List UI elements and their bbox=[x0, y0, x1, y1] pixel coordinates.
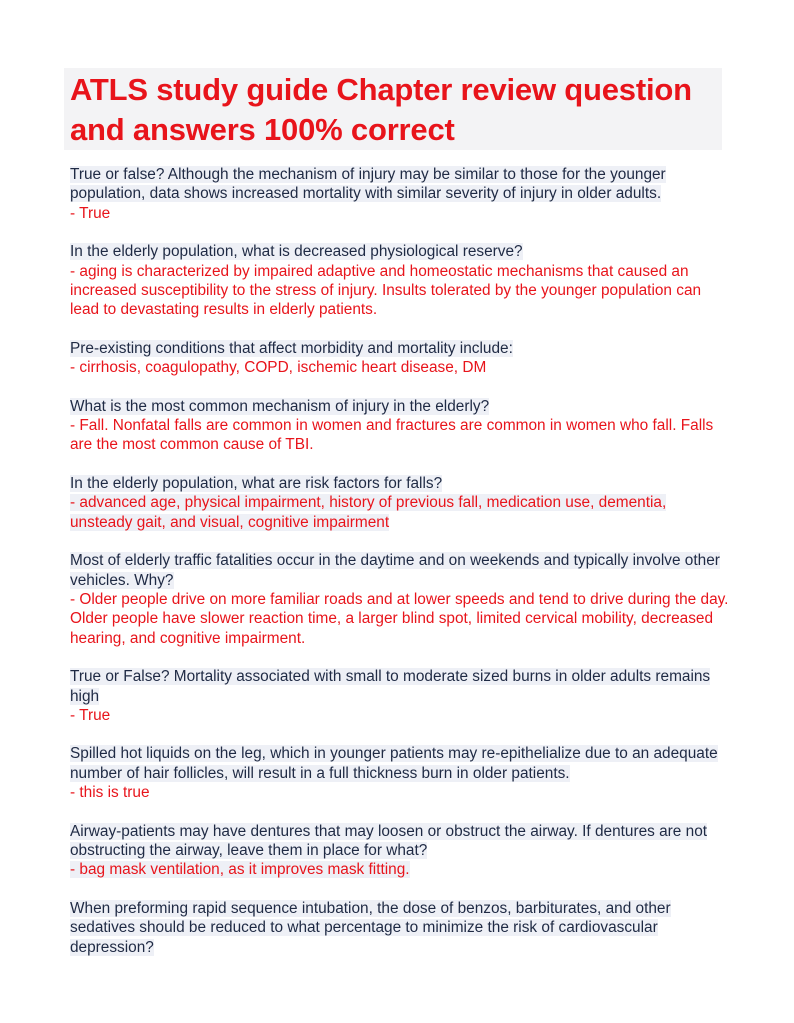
question-text bbox=[70, 899, 730, 957]
question-highlight: True or false? Although the mechanism of injury may be similar to those for the younger population, data shows increased mortality with similar severity of injury in older adults. bbox=[70, 166, 666, 203]
qa-item bbox=[70, 744, 730, 802]
answer-highlight: - bag mask ventilation, as it improves mask fitting. bbox=[70, 861, 410, 879]
answer-text: - True bbox=[70, 706, 111, 724]
answer-text: - True bbox=[70, 204, 111, 222]
answer-text bbox=[70, 860, 730, 879]
answer-text: - cirrhosis, coagulopathy, COPD, ischemic heart disease, DM bbox=[70, 359, 487, 377]
qa-list bbox=[70, 165, 730, 976]
answer-text: - this is true bbox=[70, 784, 150, 802]
question-text bbox=[70, 474, 730, 493]
answer-text bbox=[70, 493, 730, 532]
qa-item bbox=[70, 667, 730, 725]
question-highlight: In the elderly population, what is decreased physiological reserve? bbox=[70, 243, 523, 261]
title-block bbox=[64, 68, 722, 150]
qa-item bbox=[70, 899, 730, 957]
question-highlight: True or False? Mortality associated with small to moderate sized burns in older adults remains high bbox=[70, 668, 711, 705]
question-text bbox=[70, 667, 730, 706]
question-text bbox=[70, 242, 730, 261]
answer-highlight: - advanced age, physical impairment, history of previous fall, medication use, dementia, unsteady gait, and visual, cognitive impairment bbox=[70, 494, 667, 531]
question-text bbox=[70, 822, 730, 861]
qa-item bbox=[70, 397, 730, 455]
page-title: ATLS study guide Chapter review question and answers 100% correct bbox=[70, 72, 692, 147]
question-highlight: Airway-patients may have dentures that may loosen or obstruct the airway. If dentures are not obstructing the airway, leave them in place for what? bbox=[70, 822, 708, 859]
qa-item bbox=[70, 242, 730, 320]
question-highlight: Spilled hot liquids on the leg, which in younger patients may re-epithelialize due to an adequate number of hair follicles, will result in a full thickness burn in older patients. bbox=[70, 745, 718, 782]
qa-item bbox=[70, 474, 730, 532]
question-highlight: What is the most common mechanism of injury in the elderly? bbox=[70, 397, 490, 415]
question-text bbox=[70, 551, 730, 590]
answer-text: - aging is characterized by impaired adaptive and homeostatic mechanisms that caused an increased susceptibility to the stress of injury. Insults tolerated by the younger population can lead to devastating results in elderly patients. bbox=[70, 262, 702, 319]
question-text bbox=[70, 339, 730, 358]
qa-item bbox=[70, 165, 730, 223]
question-text bbox=[70, 744, 730, 783]
question-highlight: When preforming rapid sequence intubation, the dose of benzos, barbiturates, and other sedatives should be reduced to what percentage to minimize the risk of cardiovascular depression? bbox=[70, 899, 671, 956]
answer-text: - Fall. Nonfatal falls are common in women and fractures are common in women who fall. Falls are the most common cause of TBI. bbox=[70, 417, 714, 454]
question-highlight: Pre-existing conditions that affect morbidity and mortality include: bbox=[70, 339, 513, 357]
question-text bbox=[70, 165, 730, 204]
qa-item bbox=[70, 822, 730, 880]
question-text bbox=[70, 397, 730, 416]
qa-item bbox=[70, 339, 730, 378]
answer-text: - Older people drive on more familiar roads and at lower speeds and tend to drive during the day. Older people have slower reaction time, a larger blind spot, limited cervical mobility, decreased hearing, and cognitive impairment. bbox=[70, 590, 729, 647]
qa-item bbox=[70, 551, 730, 648]
question-highlight: Most of elderly traffic fatalities occur in the daytime and on weekends and typically involve other vehicles. Why? bbox=[70, 552, 720, 589]
question-highlight: In the elderly population, what are risk factors for falls? bbox=[70, 474, 443, 492]
